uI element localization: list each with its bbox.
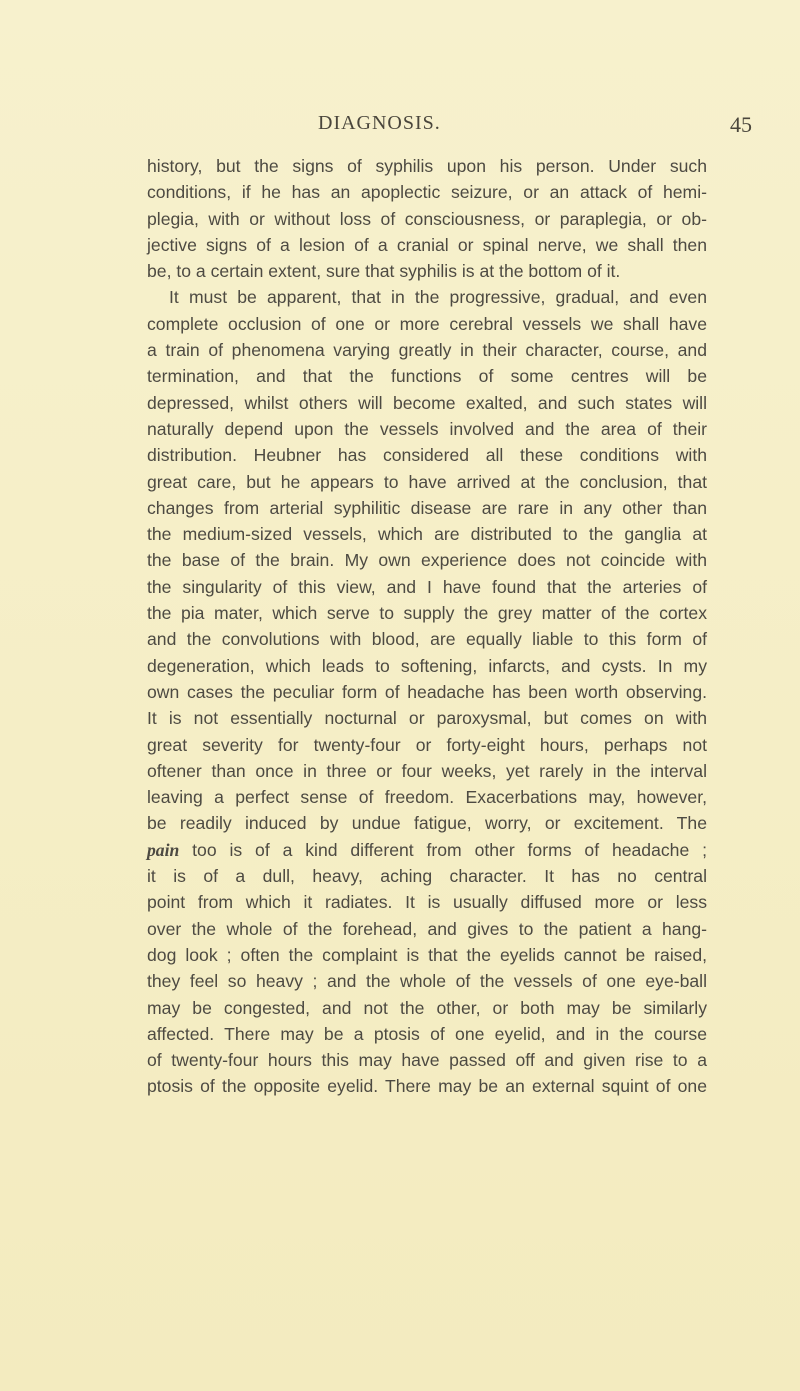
text-line: the pia mater, which serve to supply the grey matter of the cortex [147,603,707,624]
text-line: be readily induced by undue fatigue, worry, or excitement. The [147,813,707,834]
text-line: termination, and that the functions of some centres will be [147,366,707,387]
text-line: and the convolutions with blood, are equally liable to this form of [147,629,707,650]
text-line: own cases the peculiar form of headache has been worth observing. [147,681,707,702]
paragraph-first-line: It must be apparent, that in the progressive, gradual, and even [169,287,707,308]
page-header [0,112,800,142]
text-line: oftener than once in three or four weeks, yet rarely in the interval [147,760,707,781]
text-line: jective signs of a lesion of a cranial or spinal nerve, we shall then [147,234,707,255]
text-line: history, but the signs of syphilis upon his person. Under such [147,156,707,176]
text-line: dog look ; often the complaint is that the eyelids cannot be raised, [147,944,707,965]
text-line: of twenty-four hours this may have passed off and given rise to a [147,1050,707,1071]
running-title: DIAGNOSIS. [318,112,441,134]
text-line: distribution. Heubner has considered all these conditions with [147,445,707,466]
text-line: a train of phenomena varying greatly in their character, course, and [147,340,707,361]
text-line: it is of a dull, heavy, aching character. It has no central [147,866,707,887]
line-remainder: too is of a kind different from other forms of headache ; [179,839,707,860]
text-line: the singularity of this view, and I have found that the arteries of [147,576,707,597]
text-line: the medium-sized vessels, which are distributed to the ganglia at [147,524,707,545]
text-line: they feel so heavy ; and the whole of the vessels of one eye-ball [147,971,707,992]
text-line: depressed, whilst others will become exalted, and such states will [147,392,707,413]
text-line: changes from arterial syphilitic disease are rare in any other than [147,497,707,518]
text-line: the base of the brain. My own experience does not coincide with [147,550,707,571]
text-line: conditions, if he has an apoplectic seizure, or an attack of hemi- [147,182,707,203]
text-line: be, to a certain extent, sure that syphilis is at the bottom of it. [147,261,621,282]
text-line: point from which it radiates. It is usually diffused more or less [147,892,707,913]
text-line: affected. There may be a ptosis of one eyelid, and in the course [147,1023,707,1044]
page-number: 45 [730,112,752,137]
text-line: It is not essentially nocturnal or paroxysmal, but comes on with [147,708,707,729]
body-text [147,153,707,1100]
text-line-with-emphasis [147,837,707,863]
text-line: degeneration, which leads to softening, infarcts, and cysts. In my [147,655,707,676]
text-line: naturally depend upon the vessels involved and the area of their [147,418,707,439]
text-line: leaving a perfect sense of freedom. Exacerbations may, however, [147,787,707,808]
text-line: great severity for twenty-four or forty-eight hours, perhaps not [147,734,707,755]
text-line: plegia, with or without loss of consciousness, or paraplegia, or ob- [147,208,707,229]
text-line: ptosis of the opposite eyelid. There may be an external squint of one [147,1076,707,1097]
text-line: complete occlusion of one or more cerebral vessels we shall have [147,313,707,334]
text-line: great care, but he appears to have arrived at the conclusion, that [147,471,707,492]
emphasized-word: pain [147,839,180,860]
text-line: over the whole of the forehead, and gives to the patient a hang- [147,918,707,939]
text-line: may be congested, and not the other, or both may be similarly [147,997,707,1018]
